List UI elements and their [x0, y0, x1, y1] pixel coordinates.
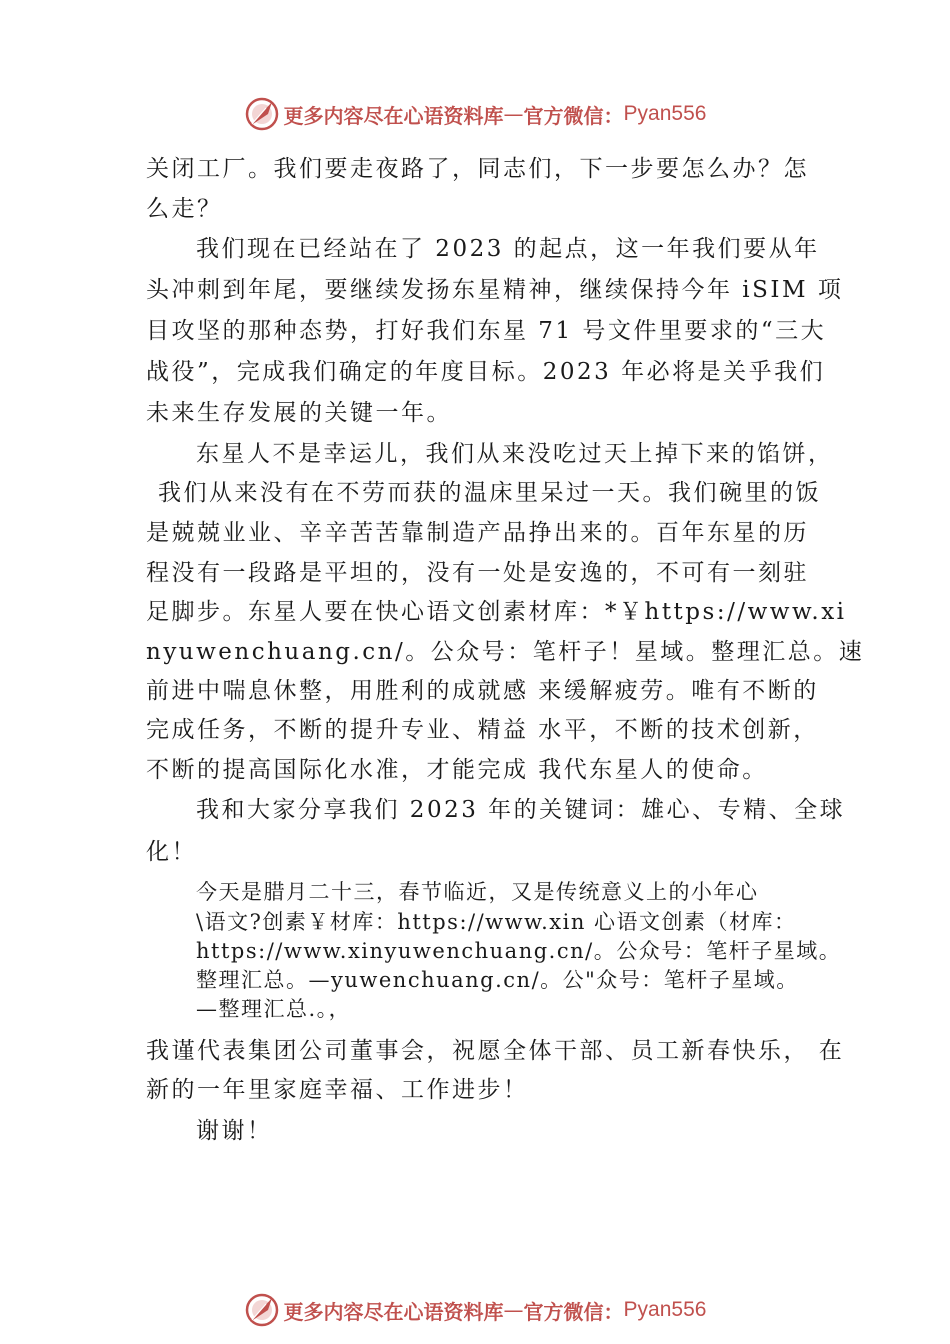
body-line: 未来生存发展的关键一年。 — [146, 400, 452, 426]
body-line: 关闭工厂。我们要走夜路了，同志们，下一步要怎么办？怎 — [146, 156, 809, 182]
body-line: 不断的提高国际化水准，才能完成 我代东星人的使命。 — [146, 757, 768, 783]
body-line: 战役”，完成我们确定的年度目标。2023 年必将是关乎我们 — [146, 359, 826, 385]
note-line: \语文?创素￥材库：https://www.xin 心语文创素（材库： — [196, 910, 797, 934]
closing-line: 我谨代表集团公司董事会，祝愿全体干部、员工新春快乐， 在 — [146, 1038, 845, 1064]
body-line: 程没有一段路是平坦的，没有一处是安逸的，不可有一刻驻 — [146, 560, 809, 586]
body-line: 完成任务，不断的提升专业、精益 水平，不断的技术创新， — [146, 717, 819, 743]
closing-line: 新的一年里家庭幸福、工作进步！ — [146, 1077, 529, 1103]
body-line: 我和大家分享我们 2023 年的关键词：雄心、专精、全球 — [196, 797, 846, 823]
body-line: 化！ — [146, 839, 197, 865]
note-line: —整理汇总.。， — [196, 997, 352, 1021]
banner-wechat-label: 官方微信： — [523, 103, 624, 128]
note-line: 整理汇总。—yuwenchuang.cn/。公"众号：笔杆子星域。 — [196, 968, 799, 992]
banner-separator: — — [503, 1298, 524, 1322]
body-line: 我们从来没有在不劳而获的温床里呆过一天。我们碗里的饭 — [158, 480, 821, 506]
body-line: 头冲刺到年尾，要继续发扬东星精神，继续保持今年 iSIM 项 — [146, 277, 844, 303]
banner-separator: — — [503, 102, 524, 126]
footer-banner — [0, 1290, 950, 1330]
banner-wechat-handle: Pyan556 — [623, 1298, 707, 1321]
note-line: 今天是腊月二十三，春节临近，又是传统意义上的小年心 — [196, 880, 759, 904]
quill-logo-icon — [244, 1292, 280, 1328]
body-line: 目攻坚的那种态势，打好我们东星 71 号文件里要求的“三大 — [146, 318, 827, 344]
body-line: 东星人不是幸运儿，我们从来没吃过天上掉下来的馅饼， — [196, 441, 834, 467]
body-line: 是兢兢业业、辛辛苦苦靠制造产品挣出来的。百年东星的历 — [146, 520, 809, 546]
note-line: https://www.xinyuwenchuang.cn/。公众号：笔杆子星域。 — [196, 939, 842, 963]
banner-title: 更多内容尽在心语资料库 — [283, 1299, 504, 1324]
header-banner — [0, 94, 950, 134]
body-line: 足脚步。东星人要在快心语文创素材库：*￥https://www.xi — [146, 599, 847, 625]
quill-logo-icon — [244, 96, 280, 132]
banner-title: 更多内容尽在心语资料库 — [283, 103, 504, 128]
body-line: 我们现在已经站在了 2023 的起点，这一年我们要从年 — [196, 236, 820, 262]
body-line: nyuwenchuang.cn/。公众号：笔杆子！星域。整理汇总。速 — [146, 639, 865, 665]
body-line: 前进中喘息休整，用胜利的成就感 来缓解疲劳。唯有不断的 — [146, 678, 819, 704]
banner-wechat-handle: Pyan556 — [623, 102, 707, 125]
body-line: 么走？ — [146, 196, 223, 222]
closing-line: 谢谢！ — [196, 1118, 273, 1144]
banner-wechat-label: 官方微信： — [523, 1299, 624, 1324]
